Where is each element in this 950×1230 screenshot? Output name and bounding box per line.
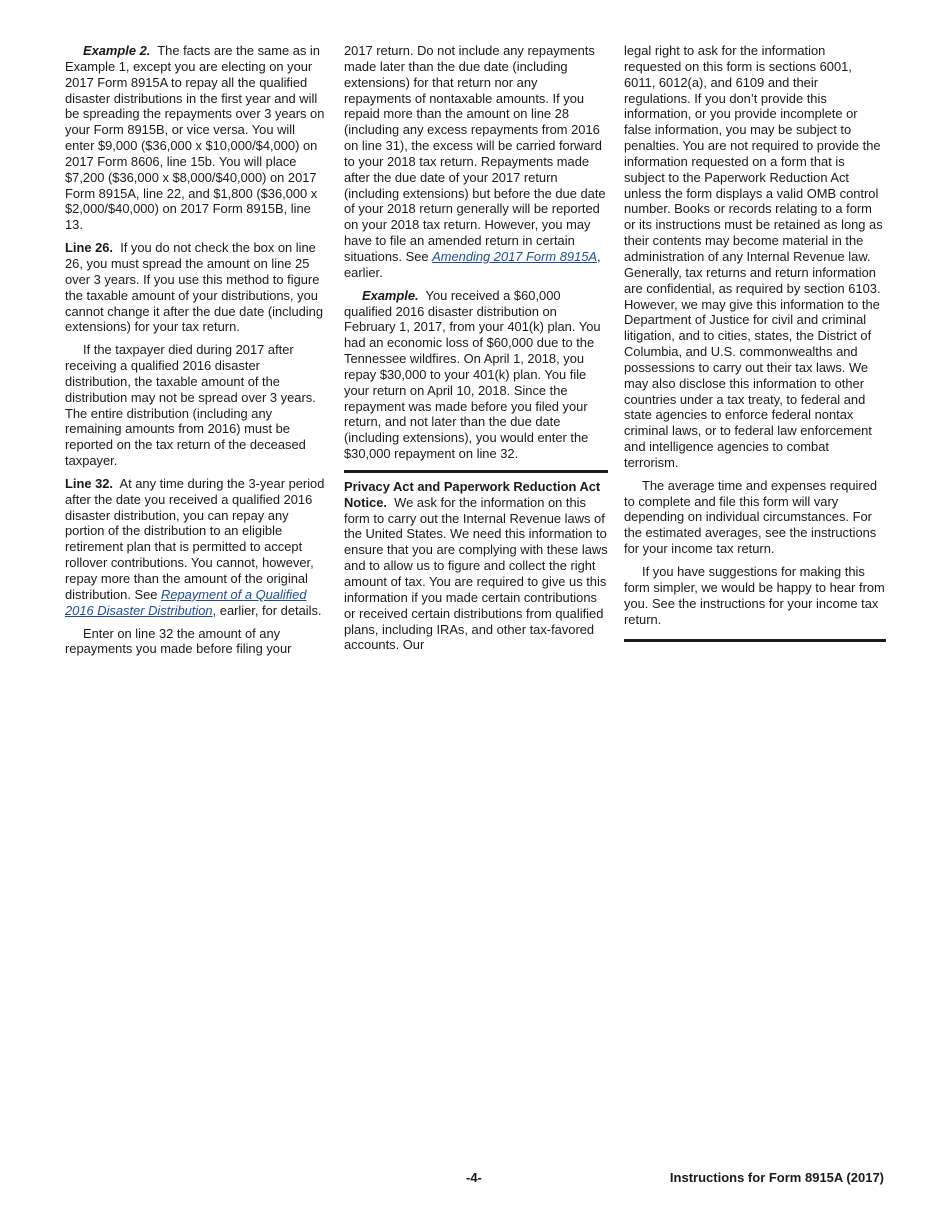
continued-paragraph xyxy=(344,43,608,281)
column-3 xyxy=(624,43,886,642)
continued-text: 2017 return. Do not include any repayments made later than the due date (including extensions) for that return nor any repayments of nontaxable amounts. If you repaid more than the amount on line 28 (including any excess repayments from 2016 on line 31), the excess will be carried forward to your 2018 tax return. Repayments made after the due date of your 2017 return (including extensions) but before the due date of your 2018 return generally will be reported on your 2018 tax return. However, you may have to file an amended return in certain situations. See xyxy=(344,43,606,264)
example-2-text: The facts are the same as in Example 1, except you are electing on your 2017 Form 8915A to repay all the qualified disaster distributions in the first year and will be spreading the repayments over 3 years on your Form 8915B, or vice versa. You will enter $9,000 ($36,000 x $10,000/$4,000) on 2017 Form 8606, line 15b. You will place $7,200 ($36,000 x $8,000/$40,000) on 2017 Form 8915A, line 22, and $1,800 ($36,000 x $2,000/$40,000) on 2017 Form 8915B, line 13. xyxy=(65,43,325,233)
line-26-text: If you do not check the box on line 26, you must spread the amount on line 25 over 3 years. If you use this method to figure the taxable amount of your distributions, you cannot change it after the due date (including extensions) for your tax return. xyxy=(65,240,323,335)
line-26-paragraph xyxy=(65,240,327,335)
column-1 xyxy=(65,43,327,664)
line-26-heading: Line 26. xyxy=(65,240,114,256)
section-divider xyxy=(344,470,608,473)
legal-right-paragraph: legal right to ask for the information requested on this form is sections 6001, 6011, 6012(a), and 6109 and their regulations. If you don’t provide this information, or you provide incomplete or false information, you may be subject to penalties. You are not required to provide the information requested on a form that is subject to the Paperwork Reduction Act unless the form displays a valid OMB control number. Books or records relating to a form or its instructions must be retained as long as their contents may become material in the administration of any Internal Revenue law. Generally, tax returns and return information are confidential, as required by section 6103. However, we may give this information to the Department of Justice for civil and criminal litigation, and to cities, states, the District of Columbia, and U.S. commonwealths and possessions to carry out their tax laws. We may also disclose this information to other countries under a tax treaty, to federal and state agencies to enforce federal nontax criminal laws, or to federal law enforcement and intelligence agencies to combat terrorism. xyxy=(624,43,883,470)
privacy-act-heading: Privacy Act and Paperwork Reduction Act Notice. xyxy=(344,478,601,510)
line-32-after: , earlier, for details. xyxy=(212,602,322,618)
privacy-act-paragraph xyxy=(344,479,608,653)
line-32-paragraph xyxy=(65,476,327,619)
footer-title: Instructions for Form 8915A (2017) xyxy=(669,1170,884,1185)
example-2-heading: Example 2. xyxy=(83,43,151,58)
example-text: You received a $60,000 qualified 2016 disaster distribution on February 1, 2017, from your 401(k) plan. You had an economic loss of $60,000 due to the Tennessee wildfires. On April 1, 2018, you repay $30,000 to your 401(k) plan. You file your return on April 10, 2018. Since the repayment was made before you filed your return, and not later than the due date (including extensions), you would enter the $30,000 repayment on line 32. xyxy=(344,287,601,462)
line-32-heading: Line 32. xyxy=(65,475,114,491)
example-2-paragraph xyxy=(65,43,327,233)
deceased-taxpayer-paragraph: If the taxpayer died during 2017 after receiving a qualified 2016 disaster distribution, the taxable amount of the distribution may not be spread over 3 years. The entire distribution (including any remaining amounts from 2016) must be reported on the tax return of the deceased taxpayer. xyxy=(65,342,316,469)
page-number: -4- xyxy=(466,1170,482,1185)
example-paragraph xyxy=(344,288,608,462)
amending-link[interactable]: Amending 2017 Form 8915A xyxy=(432,248,597,264)
example-heading: Example. xyxy=(362,287,419,303)
average-time-paragraph: The average time and expenses required to complete and file this form will vary depending on individual circumstances. For the estimated averages, see the instructions for your income tax return. xyxy=(624,477,878,557)
enter-line-32-paragraph: Enter on line 32 the amount of any repayments you made before filing your xyxy=(65,625,292,657)
end-rule xyxy=(624,639,886,642)
line-32-text: At any time during the 3-year period after the date you received a qualified 2016 disaster distribution, you can repay any portion of the distribution to an eligible retirement plan that is permitted to accept rollover contributions. You cannot, however, repay more than the amount of the original distribution. See xyxy=(65,475,325,602)
repayment-link[interactable]: Repayment of a Qualified 2016 Disaster Distribution xyxy=(65,586,307,618)
privacy-act-text: We ask for the information on this form to carry out the Internal Revenue laws of the United States. We need this information to ensure that you are complying with these laws and to allow us to figure and collect the right amount of tax. You are required to give us this information if you made certain contributions or received certain distributions from qualified plans, including IRAs, and other tax-favored accounts. Our xyxy=(344,494,608,653)
suggestions-paragraph: If you have suggestions for making this form simpler, we would be happy to hear from you. See the instructions for your income tax return. xyxy=(624,564,885,627)
continued-after: , earlier. xyxy=(344,248,601,280)
column-2 xyxy=(344,43,608,660)
